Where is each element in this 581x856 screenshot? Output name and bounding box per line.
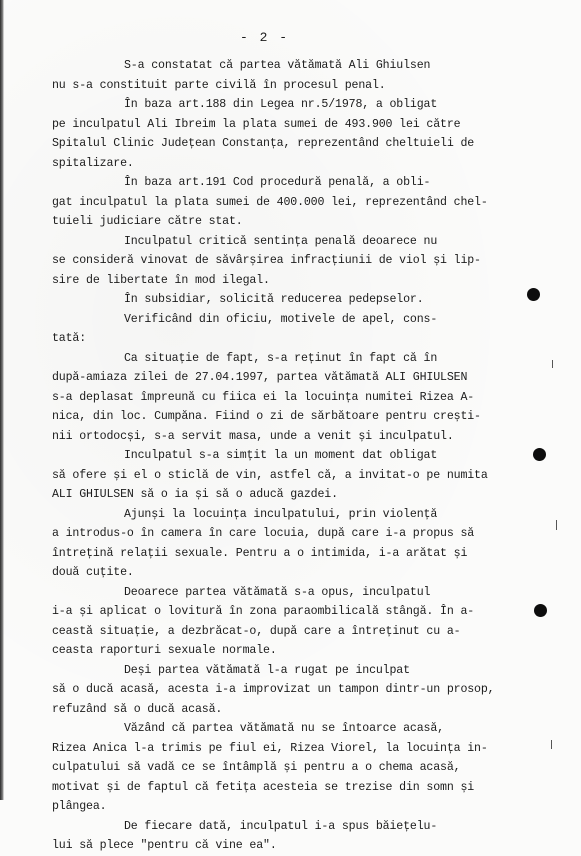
text-line: nica, din loc. Cumpăna. Fiind o zi de sărbătoare pentru crești- [52, 410, 481, 423]
text-line: În subsidiar, solicitǎ reducerea pedepselor. [124, 293, 424, 306]
text-line: Inculpatul s-a simțit la un moment dat obligat [124, 449, 438, 462]
text-line: i-a și aplicat o lovitură în zona paraombilicală stângă. În a- [52, 605, 475, 618]
punch-hole [527, 288, 540, 301]
text-line: nu s-a constituit parte civilă în procesul penal. [52, 78, 386, 92]
text-line: Rizea Anica l-a trimis pe fiul ei, Rizea Viorel, la locuința in- [52, 741, 488, 755]
scan-edge-shadow [0, 0, 4, 800]
text-line: după-amiaza zilei de 27.04.1997, partea vătămată ALI GHIULSEN [52, 371, 468, 384]
document-body [52, 56, 522, 856]
text-line: Ca situație de fapt, s-a reținut în fapt că în [124, 351, 438, 365]
text-line: lui să plece "pentru că vine ea". [52, 839, 277, 852]
text-line: să ofere și el o sticlă de vin, astfel că, a invitat-o pe numita [52, 468, 488, 482]
text-line: Deoarece partea vătămată s-a opus, inculpatul [124, 585, 431, 599]
margin-mark [551, 740, 552, 749]
text-line: două cuțite. [52, 566, 134, 579]
text-line: gat inculpatul la plata sumei de 400.000 lei, reprezentând chel- [52, 195, 488, 209]
text-line: În baza art.188 din Legea nr.5/1978, a obligat [124, 98, 438, 111]
margin-mark [552, 360, 553, 368]
text-line: Spitalul Clinic Județean Constanța, reprezentând cheltuieli de [52, 137, 475, 150]
text-line: spitalizare. [52, 156, 134, 170]
text-line: Ajunși la locuința inculpatului, prin violență [124, 507, 438, 521]
text-line: motivat și de faptul că fetița acesteia se trezise din somn și [52, 780, 475, 794]
page-number: - 2 - [240, 30, 290, 45]
text-line: a introdus-o în camera în care locuia, după care i-a propus să [52, 527, 475, 540]
text-line: Văzând că partea vătămată nu se întoarce acasă, [124, 722, 444, 735]
text-line: Inculpatul criticǎ sentința penală deoarece nu [124, 234, 438, 248]
text-line: Deși partea vătămată l-a rugat pe inculpat [124, 663, 410, 677]
text-line: s-a deplasat împreună cu fiica ei la locuința numitei Rizea A- [52, 390, 475, 404]
text-line: plângea. [52, 800, 107, 813]
text-line: nii ortodocși, s-a servit masa, unde a venit și inculpatul. [52, 429, 454, 443]
margin-mark [556, 520, 557, 530]
text-line: tuieli judiciare către stat. [52, 215, 243, 228]
text-line: pe inculpatul Ali Ibreim la plata sumei de 493.900 lei către [52, 117, 461, 131]
text-line: De fiecare dată, inculpatul i-a spus băiețelu- [124, 819, 438, 833]
text-line: întrețină relații sexuale. Pentru a o intimida, i-a arătat și [52, 546, 468, 560]
text-line: se consideră vinovat de săvârșirea infracțiunii de viol și lip- [52, 254, 481, 267]
text-line: tată: [52, 332, 87, 345]
text-line: ALI GHIULSEN să o ia și să o aducă gazdei. [52, 488, 338, 501]
text-line: S-a constatat că partea vătămată Ali Ghiulsen [124, 59, 431, 72]
text-line: ceastă situație, a dezbrăcat-o, după care a întreținut cu a- [52, 624, 461, 638]
text-line: Verificând din oficiu, motivele de apel, cons- [124, 312, 438, 326]
text-line: sire de libertate în mod ilegal. [52, 273, 270, 287]
text-line: refuzând să o ducă acasă. [52, 702, 223, 716]
punch-hole [534, 604, 547, 617]
text-line: culpatului să vadă ce se întâmplă și pentru a o chema acasă, [52, 761, 461, 774]
text-line: să o ducă acasă, acesta i-a improvizat un tampon dintr-un prosop, [52, 683, 495, 696]
punch-hole [533, 448, 546, 461]
text-line: ceasta raporturi sexuale normale. [52, 644, 277, 657]
text-line: În baza art.191 Cod procedură penală, a obli- [124, 176, 431, 189]
